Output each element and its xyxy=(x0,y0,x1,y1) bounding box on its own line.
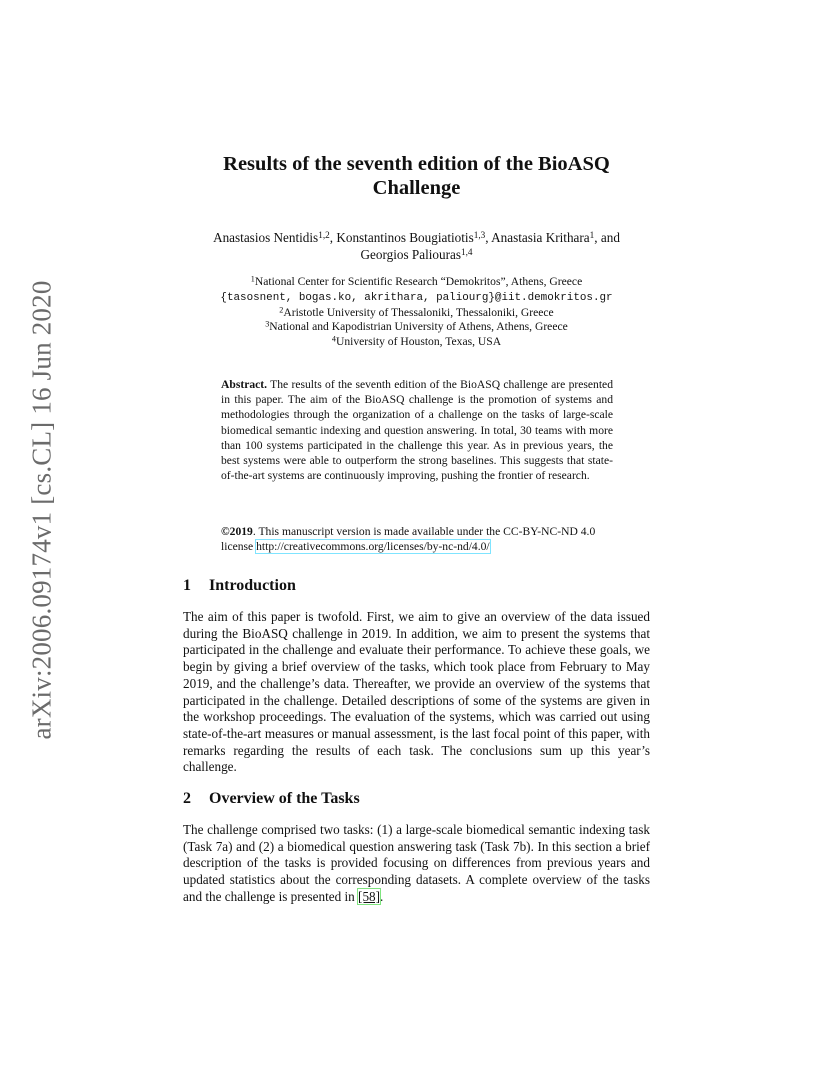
author-name: Anastasia Krithara xyxy=(491,230,590,245)
title-line-2: Challenge xyxy=(372,177,461,199)
affiliation-3: $^3$National and Kapodistrian University of Athens, Athens, Greece xyxy=(265,319,568,334)
section-heading-overview xyxy=(183,790,360,808)
abstract-label: Abstract. xyxy=(221,378,268,391)
author-separator: , and xyxy=(594,230,620,245)
arxiv-identifier: arXiv:2006.09174v1 [cs.CL] 16 Jun 2020 xyxy=(26,280,57,740)
affiliation-1: $^1$National Center for Scientific Research “Demokritos”, Athens, Greece xyxy=(250,274,583,288)
affiliation-2: $^2$Aristotle University of Thessaloniki, Thessaloniki, Greece xyxy=(279,304,554,319)
paper-title xyxy=(183,152,650,200)
overview-text: The challenge comprised two tasks: (1) a large-scale biomedical semantic indexing task (Task 7a) and (2) a biomedical question answering task (Task 7b). In this section a brief description of the tasks is provided focusing on differences from previous years and updated statistics about the corresponding datasets. A complete overview of the tasks and the challenge is presented in xyxy=(183,822,650,904)
author-name: Konstantinos Bougiatiotis xyxy=(336,230,474,245)
author-affil-marker: 1,2 xyxy=(318,229,330,240)
section-title: Overview of the Tasks xyxy=(209,790,360,807)
affiliation-4: $^4$University of Houston, Texas, USA xyxy=(331,334,502,349)
license-text: . This manuscript version is made available under the CC-BY-NC-ND 4.0 license xyxy=(221,525,596,554)
license-link[interactable]: http://creativecommons.org/licenses/by-nc-nd/4.0/ xyxy=(256,540,490,554)
section-heading-introduction xyxy=(183,577,296,595)
license-notice xyxy=(221,524,613,554)
arxiv-sidebar-stamp xyxy=(22,280,62,740)
section-title: Introduction xyxy=(209,577,296,594)
section-number: 1 xyxy=(183,577,191,594)
author-affil-marker: 1,4 xyxy=(460,246,473,257)
overview-end: . xyxy=(380,888,384,904)
email-addresses: {tasosnent, bogas.ko, akrithara, paliourg}@iit.demokritos.gr xyxy=(220,291,613,304)
introduction-paragraph: The aim of this paper is twofold. First, we aim to give an overview of the data issued during the BioASQ challenge in 2019. In addition, we aim to present the systems that participated in the challenge and evaluate their performance. To achieve these goals, we begin by giving a brief overview of the tasks, which took place from February to May 2019, and the challenge’s data. Thereafter, we provide an overview of the systems that participated in the challenge. Detailed descriptions of some of the systems are given in the workshop proceedings. The evaluation of the systems, which was carried out using state-of-the-art measures or manual assessment, is the last focal point of this paper, with remarks regarding the results of each task. The conclusions sum up this year’s challenge. xyxy=(183,609,650,775)
overview-paragraph xyxy=(183,822,650,906)
affiliation-list xyxy=(175,275,658,350)
section-number: 2 xyxy=(183,790,191,807)
abstract-text: The results of the seventh edition of the BioASQ challenge are presented in this paper. The aim of the BioASQ challenge is the promotion of systems and methodologies through the organization of a challenge on the tasks of large-scale biomedical semantic indexing and question answering. In total, 30 teams with more than 100 systems participated in the challenge this year. As in previous years, the best systems were able to outperform the strong baselines. This suggests that state-of-the-art systems are continuously improving, pushing the frontier of research. xyxy=(221,378,613,483)
author-name: Anastasios Nentidis xyxy=(213,230,319,245)
copyright-year: ©2019 xyxy=(221,525,253,538)
author-list: Anastasios Nentidis$^{1,2}$, Konstantinos Bougiatiotis$^{1,3}$, Anastasia Krithara$^1$, and Georgios Paliouras$^{1,4}$ xyxy=(213,229,620,262)
title-line-1: Results of the seventh edition of the BioASQ xyxy=(223,153,610,175)
abstract xyxy=(221,377,613,483)
author-name: Georgios Paliouras xyxy=(360,247,461,262)
author-affil-marker: 1,3 xyxy=(473,229,486,240)
email-list xyxy=(175,290,658,306)
citation-link[interactable]: [58] xyxy=(358,888,381,904)
author-affil-marker: 1 xyxy=(589,229,595,240)
